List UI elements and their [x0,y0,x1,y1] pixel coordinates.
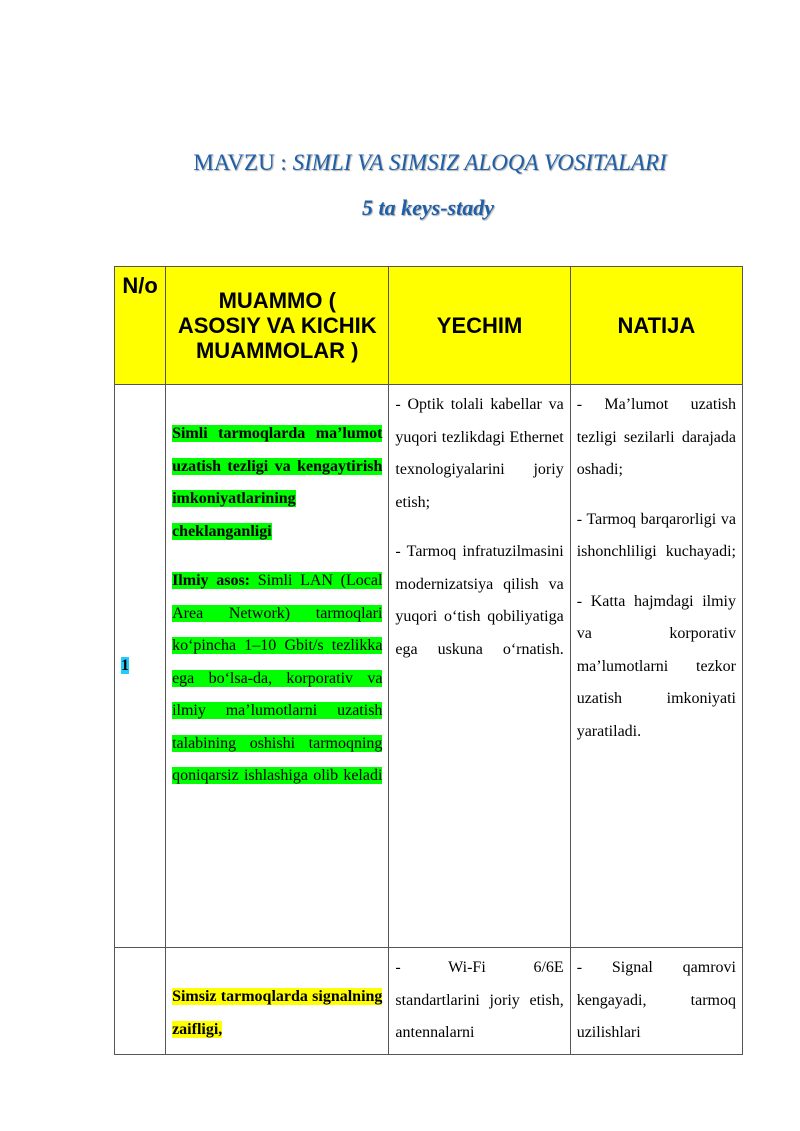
science-label: Ilmiy asos: [172,572,251,589]
result-item: - Signal qamrovi kengayadi, tarmoq uzilishlari [576,959,736,1041]
document-title [0,150,800,176]
header-solution: YECHIM [389,267,570,385]
problem-title: Simli tarmoqlarda ma’lumot uzatish tezligi va kengaytirish imkoniyatlarining cheklanganligi [172,425,383,540]
header-problem: MUAMMO ( ASOSIY VA KICHIK MUAMMOLAR ) [166,267,389,385]
solution-item: - Tarmoq infratuzilmasini modernizatsiya qilish va yuqori o‘tish qobiliyatiga ega uskuna o‘rnatish. [395,543,564,658]
result-item: - Ma’lumot uzatish tezligi sezilarli darajada oshadi; [576,396,736,478]
title-topic: SIMLI VA SIMSIZ ALOQA VOSITALARI [292,150,667,175]
solution-cell [389,385,570,948]
result-cell [570,385,742,948]
row-number-cell [115,948,166,1055]
science-basis [172,565,382,793]
problem-cell [166,948,389,1055]
row-number-cell [115,385,166,948]
problem-cell [166,385,389,948]
table-header-row [115,267,743,385]
title-prefix: MAVZU : [193,150,293,175]
solution-item: - Optik tolali kabellar va yuqori tezlikdagi Ethernet texnologiyalarini joriy etish; [395,396,564,511]
case-study-table [114,266,743,1055]
result-item: - Katta hajmdagi ilmiy va korporativ ma’lumotlarni tezkor uzatish imkoniyati yaratiladi. [576,592,736,740]
table-row [115,948,743,1055]
result-cell [570,948,742,1055]
solution-cell [389,948,570,1055]
document-subtitle: 5 ta keys-stady [362,195,494,220]
header-number: N/o [115,267,166,385]
header-result: NATIJA [570,267,742,385]
table-row [115,385,743,948]
science-text: Simli LAN (Local Area Network) tarmoqlari ko‘pincha 1–10 Gbit/s tezlikka ega bo‘lsa-da, korporativ va ilmiy ma’lumotlarni uzatish talabining oshishi tarmoqning qoniqarsiz ishlashiga olib keladi [172,572,383,784]
result-item: - Tarmoq barqarorligi va ishonchliligi kuchayadi; [576,510,736,560]
row-number: 1 [121,657,129,674]
solution-item: - Wi-Fi 6/6E standartlarini joriy etish, antennalarni [395,959,564,1041]
problem-title: Simsiz tarmoqlarda signalning zaifligi, [172,988,383,1038]
